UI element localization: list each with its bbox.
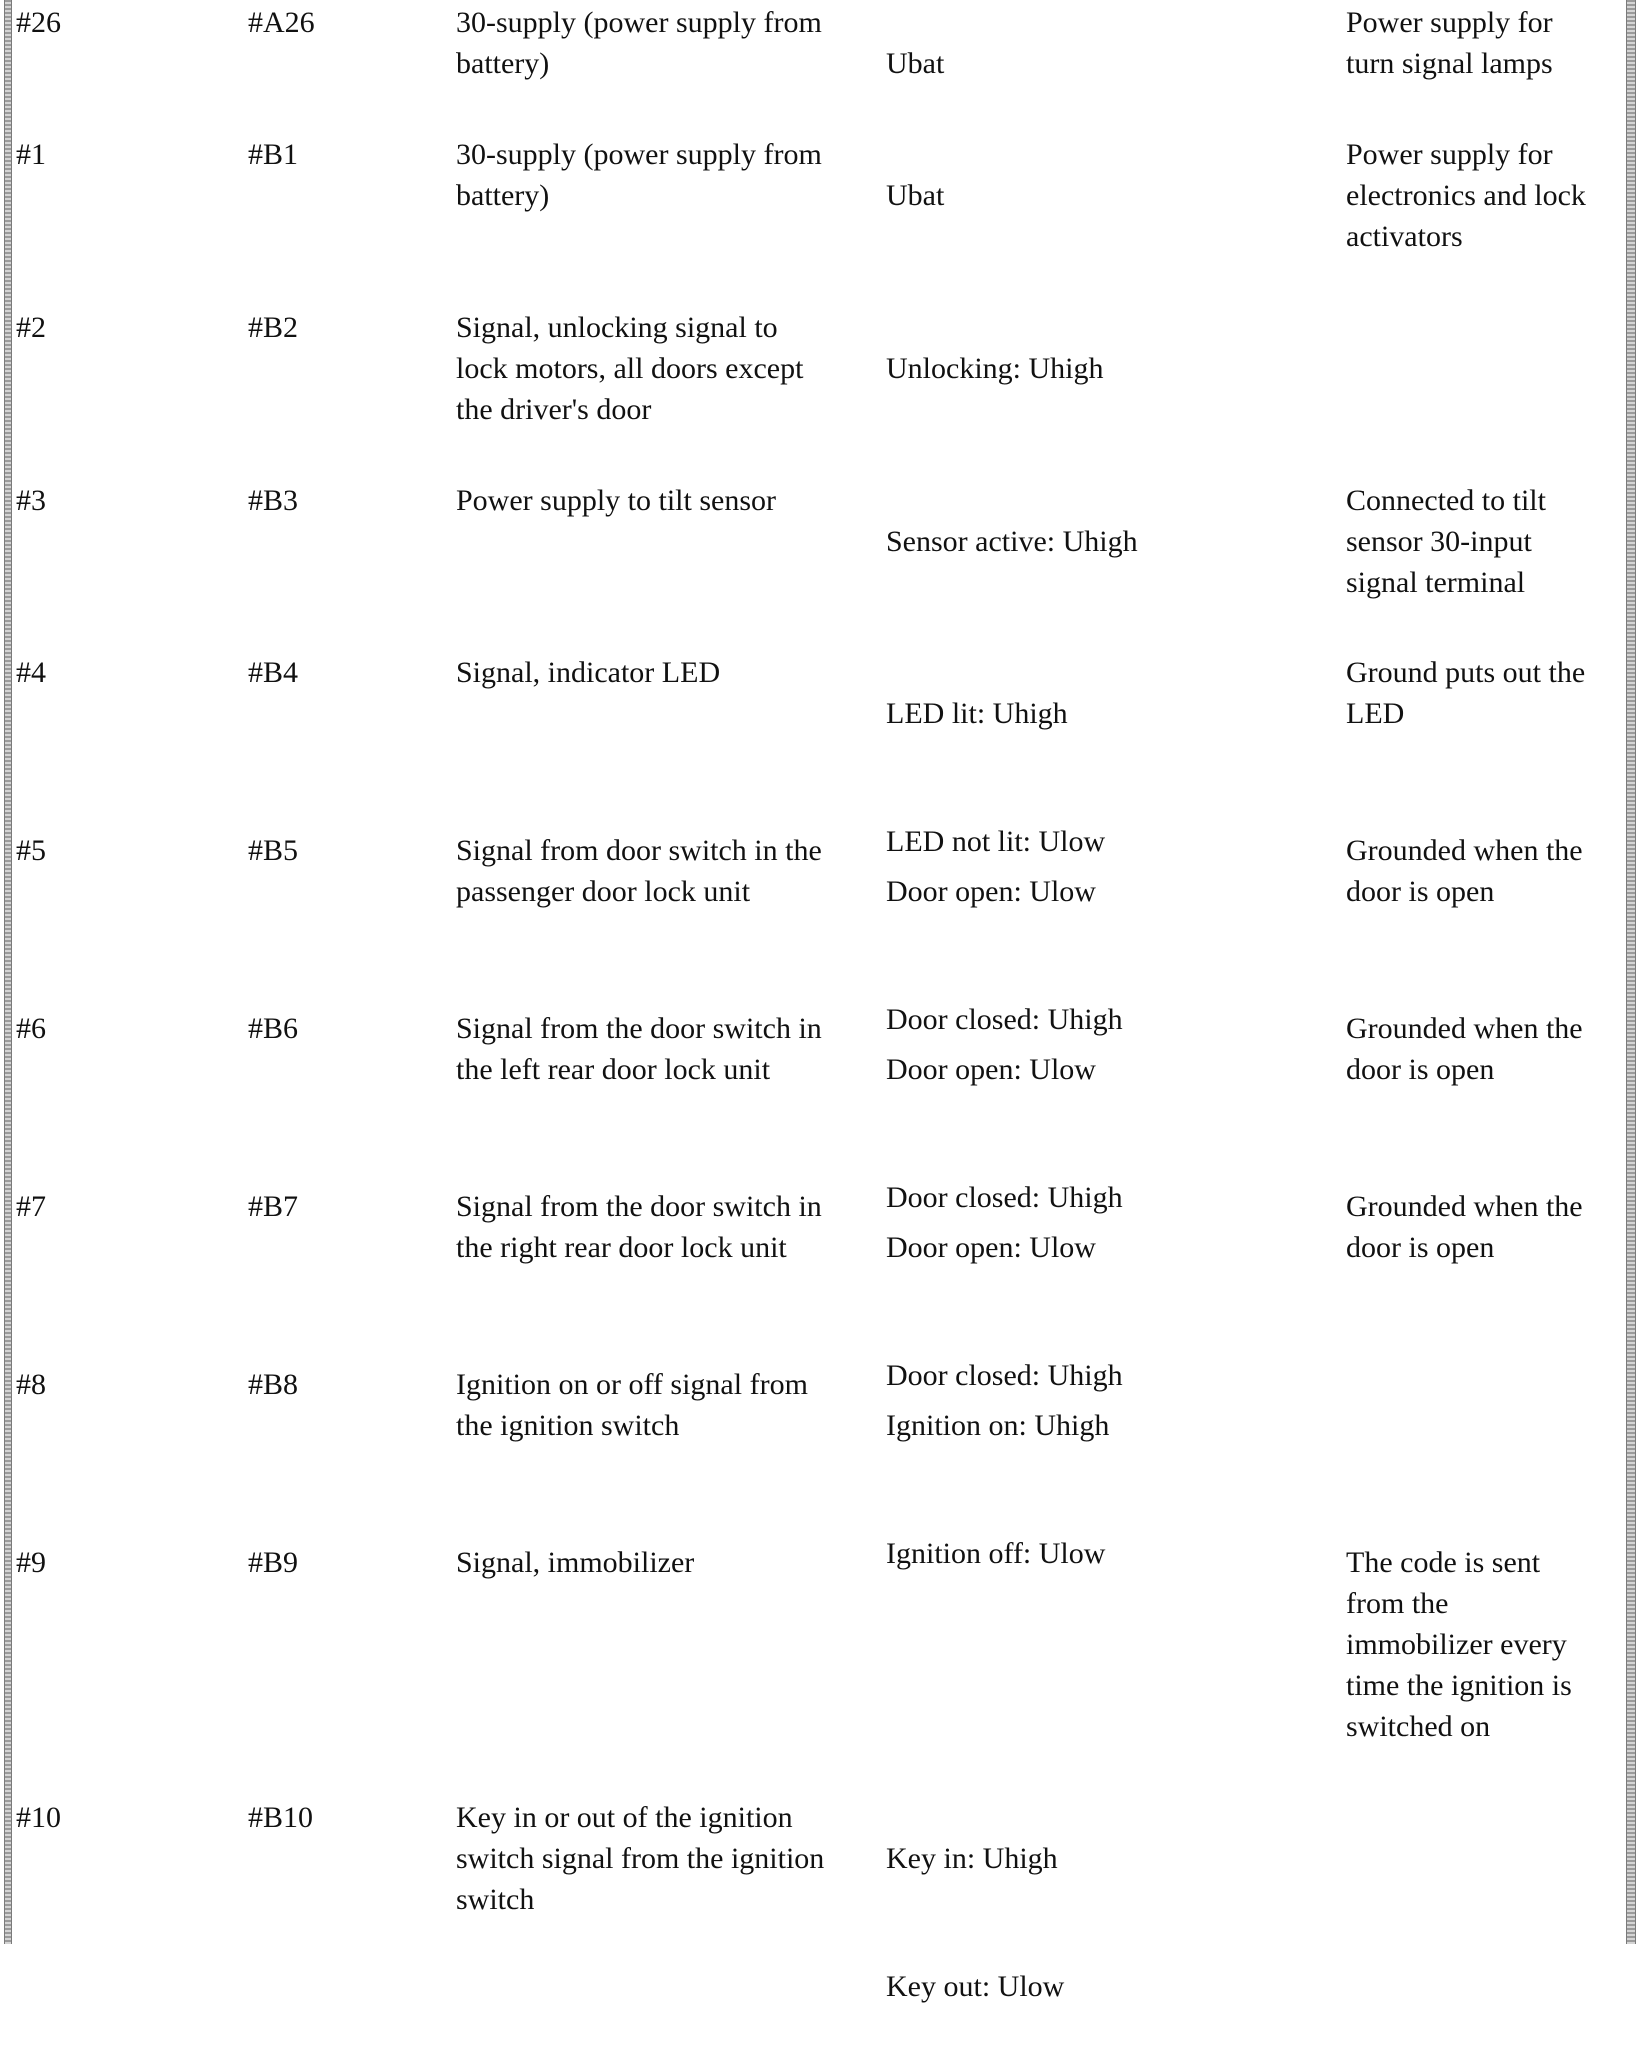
remark: Grounded when the door is open <box>1346 1012 1583 1086</box>
signal-level: Door open: Ulow <box>886 875 1096 908</box>
connector-pin: #B4 <box>248 656 299 689</box>
connector-pin: #B5 <box>248 834 299 867</box>
function-description: Power supply to tilt sensor <box>456 484 776 517</box>
pin-number: #7 <box>16 1190 46 1223</box>
pin-number: #9 <box>16 1546 46 1579</box>
pin-number: #6 <box>16 1012 46 1045</box>
table-border-left <box>4 0 12 1944</box>
signal-level: Key in: Uhigh <box>886 1842 1058 1875</box>
signal-level: Key out: Ulow <box>886 1970 1065 2003</box>
signal-level: Ubat <box>886 179 945 212</box>
function-description: Signal, indicator LED <box>456 656 721 689</box>
pin-number: #4 <box>16 656 46 689</box>
remark: Grounded when the door is open <box>1346 1190 1583 1264</box>
signal-level: LED lit: Uhigh <box>886 697 1068 730</box>
signal-level: Door open: Ulow <box>886 1053 1096 1086</box>
signal-level: Ignition on: Uhigh <box>886 1409 1110 1442</box>
remark: Power supply for electronics and lock activators <box>1346 138 1586 253</box>
signal-level: LED not lit: Ulow <box>886 825 1106 858</box>
signal-level: Unlocking: Uhigh <box>886 352 1104 385</box>
signal-level: Door closed: Uhigh <box>886 1181 1123 1214</box>
connector-pin: #B1 <box>248 138 299 171</box>
pin-number: #1 <box>16 138 46 171</box>
function-description: Key in or out of the ignition switch signal from the ignition switch <box>456 1801 825 1916</box>
signal-level: Door closed: Uhigh <box>886 1359 1123 1392</box>
connector-pin: #B2 <box>248 311 299 344</box>
connector-pin: #B10 <box>248 1801 314 1834</box>
connector-pin: #B7 <box>248 1190 299 1223</box>
signal-levels <box>886 307 1336 430</box>
remark: Power supply for turn signal lamps <box>1346 6 1553 80</box>
signal-levels <box>886 134 1336 257</box>
remark: Ground puts out the LED <box>1346 656 1586 730</box>
function-description: 30-supply (power supply from battery) <box>456 6 822 80</box>
remark: Connected to tilt sensor 30-input signal terminal <box>1346 484 1546 599</box>
signal-level: Door open: Ulow <box>886 1231 1096 1264</box>
signal-level: Sensor active: Uhigh <box>886 525 1138 558</box>
pin-number: #26 <box>16 6 61 39</box>
pin-number: #8 <box>16 1368 46 1401</box>
signal-level: Door closed: Uhigh <box>886 1003 1123 1036</box>
connector-pin: #B9 <box>248 1546 299 1579</box>
connector-pin: #A26 <box>248 6 315 39</box>
pin-number: #3 <box>16 484 46 517</box>
function-description: Ignition on or off signal from the ignition switch <box>456 1368 808 1442</box>
signal-levels <box>886 2 1336 125</box>
pin-number: #5 <box>16 834 46 867</box>
pin-number: #10 <box>16 1801 61 1834</box>
function-description: Signal from door switch in the passenger door lock unit <box>456 834 822 908</box>
connector-pin: #B8 <box>248 1368 299 1401</box>
function-description: Signal from the door switch in the right rear door lock unit <box>456 1190 822 1264</box>
remark: The code is sent from the immobilizer every time the ignition is switched on <box>1346 1546 1572 1743</box>
remark: Grounded when the door is open <box>1346 834 1583 908</box>
signal-level: Ubat <box>886 47 945 80</box>
function-description: 30-supply (power supply from battery) <box>456 138 822 212</box>
signal-level: Ignition off: Ulow <box>886 1537 1106 1570</box>
connector-pin: #B6 <box>248 1012 299 1045</box>
connector-pin: #B3 <box>248 484 299 517</box>
signal-levels <box>886 480 1336 603</box>
function-description: Signal, unlocking signal to lock motors, all doors except the driver's door <box>456 311 804 426</box>
function-description: Signal from the door switch in the left rear door lock unit <box>456 1012 822 1086</box>
pin-number: #2 <box>16 311 46 344</box>
signal-levels <box>886 1797 1336 2048</box>
function-description: Signal, immobilizer <box>456 1546 695 1579</box>
signal-levels <box>886 1364 1336 1615</box>
